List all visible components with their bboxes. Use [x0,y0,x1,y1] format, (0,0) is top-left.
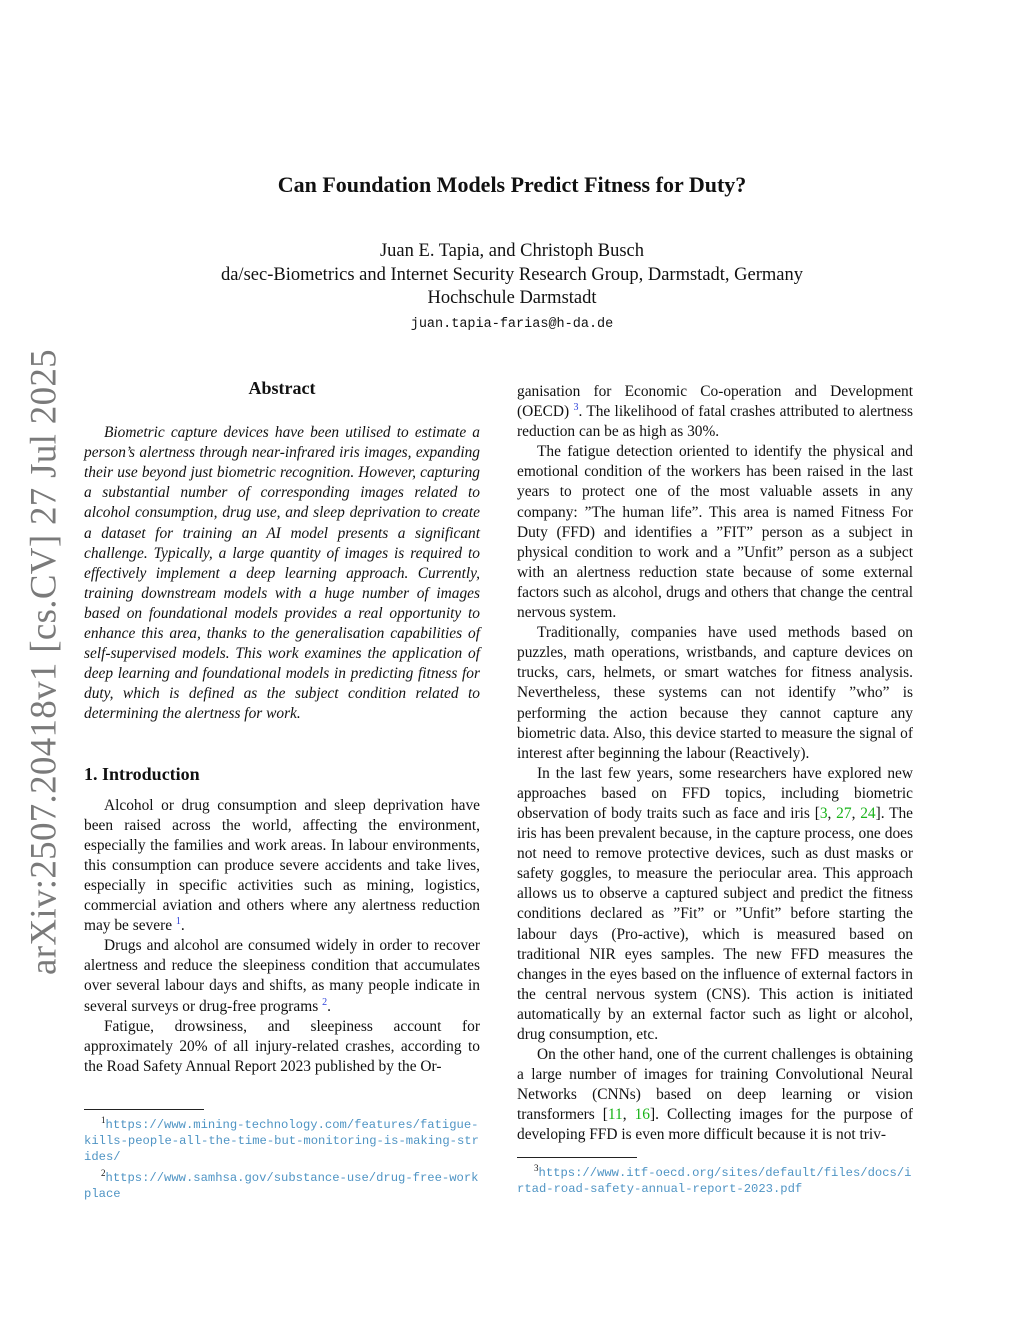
footnotes-right [517,1157,913,1197]
citation-link[interactable]: 27 [836,804,852,822]
paper-title: Can Foundation Models Predict Fitness for Duty? [277,172,747,197]
right-p1-text-b: . The likelihood of fatal crashes attributed to alertness reduction can be as high as 30%. [517,403,914,441]
right-paragraph-3: Traditionally, companies have used methods based on puzzles, math operations, wristbands, and capture devices on trucks, cars, helmets, or smart watches for fitness analysis. Nevertheless, these systems can not identify ”who” is performing the action because they cannot capture any biometric data. Also, this device started to measure the signal of interest after beginning the labour (Reactively). [517,624,913,762]
citation-link[interactable]: 11 [607,1106,623,1124]
abstract-heading: Abstract [248,378,316,398]
footnote-3-url[interactable]: https://www.itf-oecd.org/sites/default/files/docs/irtad-road-safety-annual-report-2023.pdf [517,1166,912,1197]
author-affiliation: da/sec-Biometrics and Internet Security Research Group, Darmstadt, Germany [220,264,804,285]
footnote-2-number: 2 [101,1168,106,1179]
intro-paragraph-3: Fatigue, drowsiness, and sleepiness account for approximately 20% of all injury-related crashes, according to the Road Safety Annual Report 2023 published by the Or- [84,1017,480,1075]
footnote-1-url[interactable]: https://www.mining-technology.com/features/fatigue-kills-people-all-the-time-but-monitoring-is-making-strides/ [84,1118,479,1165]
footnote-3-number: 3 [534,1163,539,1173]
right-paragraph-1 [517,382,913,442]
right-column [517,382,913,1146]
intro-p2-text: Drugs and alcohol are consumed widely in order to recover alertness and reduce the sleepiness condition that accumulates over several labour days and shifts, as many people indicate in several surveys or drug-free programs [84,937,480,1015]
right-p5-text-b: . Collecting images for the purpose of developing FFD is even more difficult because it is not triv- [517,1106,913,1144]
right-paragraph-2: The fatigue detection oriented to identify the physical and emotional condition of the workers has been raised in the last years to protect one of the most valuable assets in any company: ”The human life”. This area is named Fitness For Duty (FFD) and identifies a ”FIT” person as a subject in physical condition to work and a ”Unfit” person as a subject with an alertness reduction state because of some external factors such as alcohol, drugs and others that change the central nervous system. [517,443,913,622]
footnote-2 [84,1165,480,1202]
abstract-text: Biometric capture devices have been utilised to estimate a person’s alertness through near-infrared iris images, expanding their use beyond just biometric recognition. However, capturing a substantial number of corresponding images related to alcohol consumption, drug use, and sleep deprivation to create a dataset for training an AI model presents a significant challenge. Typically, a large quantity of images is required to effectively implement a deep learning approach. Currently, training downstream models with a huge number of images based on foundational models provides a real opportunity to enhance this area, thanks to the generalisation capabilities of self-supervised models. This work examines the application of deep learning and foundational models in predicting fitness for duty, which is defined as the subject condition related to determining the alertness for work. [84,424,480,723]
right-p4-text-a: In the last few years, some researchers have explored new approaches based on FFD topics, including biometric observation of body traits such as face and iris [517,764,913,822]
right-paragraph-5: On the other hand, one of the current challenges is obtaining a large number of images for training Convolutional Neural Networks (CNNs) based on deep learning or vision transformers [11, 16]. Collecting images for the purpose of developing FFD is even more difficult because it is not triv- [517,1046,913,1144]
author-institution: Hochschule Darmstadt [427,288,597,308]
citation-link[interactable]: 16 [634,1106,650,1124]
author-block [0,240,1024,332]
footnote-rule [517,1157,637,1158]
author-email[interactable]: juan.tapia-farias@h-da.de [410,316,614,332]
footnote-1-number: 1 [101,1115,106,1125]
intro-paragraph-2: Drugs and alcohol are consumed widely in order to recover alertness and reduce the sleepiness condition that accumulates over several labour days and shifts, as many people indicate in several surveys or drug-free programs $^2$. [84,937,480,1015]
citation-link[interactable]: 3 [819,804,828,822]
right-p4-text-b: The iris has been prevalent because, in the capture process, one does not need to remove protective devices, such as dust masks or safety goggles, to measure the periocular area. This approach allows us to observe a captured subject and predict the fitness conditions declared as ”Fit” or ”Unfit” before starting the labour days (Pro-active), which is measured based on traditional NIR eyes samples. The new FFD measures the changes in the eyes based on the influence of external factors in the central nervous system (CNS). This action is initiated automatically by an external factor such as light or alcohol, drug consumption, etc. [517,804,913,1043]
intro-p1-text: Alcohol or drug consumption and sleep deprivation have been raised across the world, affecting the environment, especially the families and work areas. In labour environments, this consumption can produce severe accidents and take lives, especially in specific activities such as mining, logistics, commercial aviation and others where any alertness reduction may be severe [84,796,480,935]
footnote-ref-2[interactable]: 2 [322,996,328,1008]
right-paragraph-4: In the last few years, some researchers have explored new approaches based on FFD topics, including biometric observation of body traits such as face and iris [3, 27, 24]. The iris has been prevalent because, in the capture process, one does not need to remove protective devices, such as dust masks or safety goggles, to measure the periocular area. This approach allows us to observe a captured subject and predict the fitness conditions declared as ”Fit” or ”Unfit” before starting the labour days (Pro-active), which is measured based on traditional NIR eyes samples. The new FFD measures the changes in the eyes based on the influence of external factors in the central nervous system (CNS). This action is initiated automatically by an external factor such as light or alcohol, drug consumption, etc. [517,764,913,1043]
intro-paragraph-1: Alcohol or drug consumption and sleep deprivation have been raised across the world, affecting the environment, especially the families and work areas. In labour environments, this consumption can produce severe accidents and take lives, especially in specific activities such as mining, logistics, commercial aviation and others where any alertness reduction may be severe $^1$. [84,796,480,935]
introduction-heading: 1. Introduction [84,763,200,784]
right-p1-text-a: ganisation for Economic Co-operation and Development (OECD) [517,383,913,421]
footnote-ref-1[interactable]: 1 [175,916,181,928]
author-names: Juan E. Tapia, and Christoph Busch [379,241,644,261]
left-column [84,378,480,1077]
footnote-rule [84,1109,204,1110]
footnote-1 [84,1112,480,1165]
citation-link[interactable]: 24 [860,804,876,822]
right-p5-text-a: On the other hand, one of the current challenges is obtaining a large number of images for training Convolutional Neural Networks (CNNs) based on deep learning or vision transformers [517,1046,913,1124]
footnotes-left [84,1109,480,1202]
footnote-2-url[interactable]: https://www.samhsa.gov/substance-use/drug-free-workplace [84,1171,479,1202]
footnote-3 [517,1160,913,1197]
arxiv-side-identifier: arXiv:2507.20418v1 [cs.CV] 27 Jul 2025 [23,349,65,975]
footnote-ref-3[interactable]: 3 [573,401,579,413]
